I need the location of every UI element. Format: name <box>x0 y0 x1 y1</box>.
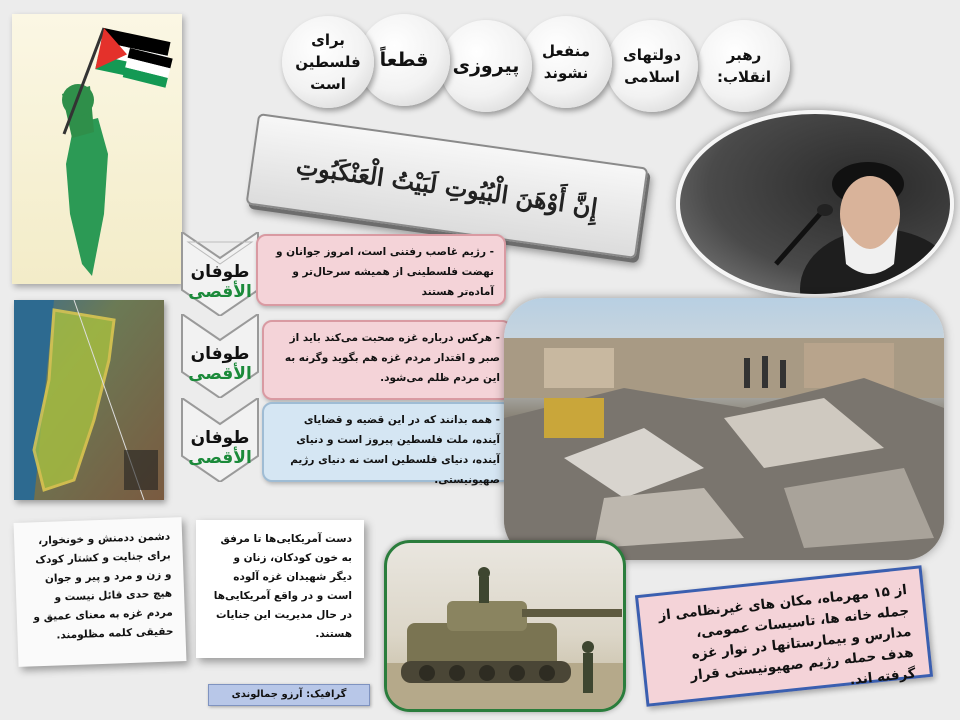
tank-photo <box>384 540 626 712</box>
logo-line1: طوفان <box>190 262 250 282</box>
note-enemy-crimes-text: دشمن ددمنش و خونخوار، برای جنایت و کشتار کودک و زن و مرد و پیر و جوان هیچ حدی قائل نیست و مردم غزه به معنای عمیق و حقیقی کلمه مظلومند. <box>33 530 174 642</box>
circle-victory: پیروزی <box>440 20 532 112</box>
chevron-logo-2 <box>180 314 260 398</box>
circle-definitely: قطعاً <box>358 14 450 106</box>
logo-line2: الأقصی <box>188 364 252 384</box>
circle-for-palestine: برای فلسطین است <box>282 16 374 108</box>
quote-box-3 <box>262 402 512 486</box>
map-illustration <box>14 300 164 500</box>
tank-illustration <box>387 543 623 709</box>
credit-text: گرافیک: آرزو جمالوندی <box>231 689 347 700</box>
destruction-photo <box>504 298 944 560</box>
gaza-map <box>14 300 164 500</box>
quote-text-3: - همه بدانند که در این قضیه و قضایای آینده، ملت فلسطین پیروز است و دنیای آینده، دنیای فلسطین است نه دنیای رژیم صهیونیستی. <box>290 414 500 486</box>
note-americans <box>196 520 364 658</box>
quote-box-1 <box>256 234 506 306</box>
quote-box-2 <box>262 320 512 400</box>
flag-poster <box>12 14 182 284</box>
verse-text: إِنَّ أَوْهَنَ الْبُيُوتِ لَبَيْتُ الْعَنْكَبُوتِ <box>294 150 600 222</box>
logo-line2: الأقصی <box>188 448 252 468</box>
chevron-logo-1 <box>180 232 260 316</box>
credit-bar <box>208 684 370 706</box>
flag-hand-illustration <box>12 14 182 284</box>
logo-line2: الأقصی <box>188 282 252 302</box>
circle-islamic-states: دولتهای اسلامی <box>606 20 698 112</box>
note-enemy-crimes <box>14 517 187 667</box>
quote-text-2: - هرکس درباره غزه صحبت می‌کند باید از صبر و اقتدار مردم غزه هم بگوید وگرنه به این مردم ظلم می‌شود. <box>284 332 500 384</box>
logo-line1: طوفان <box>190 344 250 364</box>
leader-portrait <box>676 110 954 298</box>
note-civilian-targets <box>635 565 933 706</box>
chevron-logo-3 <box>180 398 260 482</box>
rubble-illustration <box>504 298 944 560</box>
circle-not-passive: منفعل نشوند <box>520 16 612 108</box>
circle-leader: رهبر انقلاب: <box>698 20 790 112</box>
note-americans-text: دست آمریکایی‌ها تا مرفق به خون کودکان، زنان و دیگر شهیدان غزه آلوده است و در واقع آمریکایی‌ها در حال مدیریت این جنایات هستند. <box>213 533 352 640</box>
note-civilian-targets-text: از ۱۵ مهرماه، مکان های غیرنظامی از جمله خانه ها، تاسیسات عمومی، مدارس و بیمارستانها در نوار غزه هدف حمله رژیم صهیونیستی قرار گرفته اند. <box>657 581 917 689</box>
quote-text-1: - رژیم غاصب رفتنی است، امروز جوانان و نهضت فلسطینی از همیشه سرحال‌تر و آماده‌تر هستند <box>275 246 494 298</box>
portrait-illustration <box>680 114 950 294</box>
logo-line1: طوفان <box>190 428 250 448</box>
